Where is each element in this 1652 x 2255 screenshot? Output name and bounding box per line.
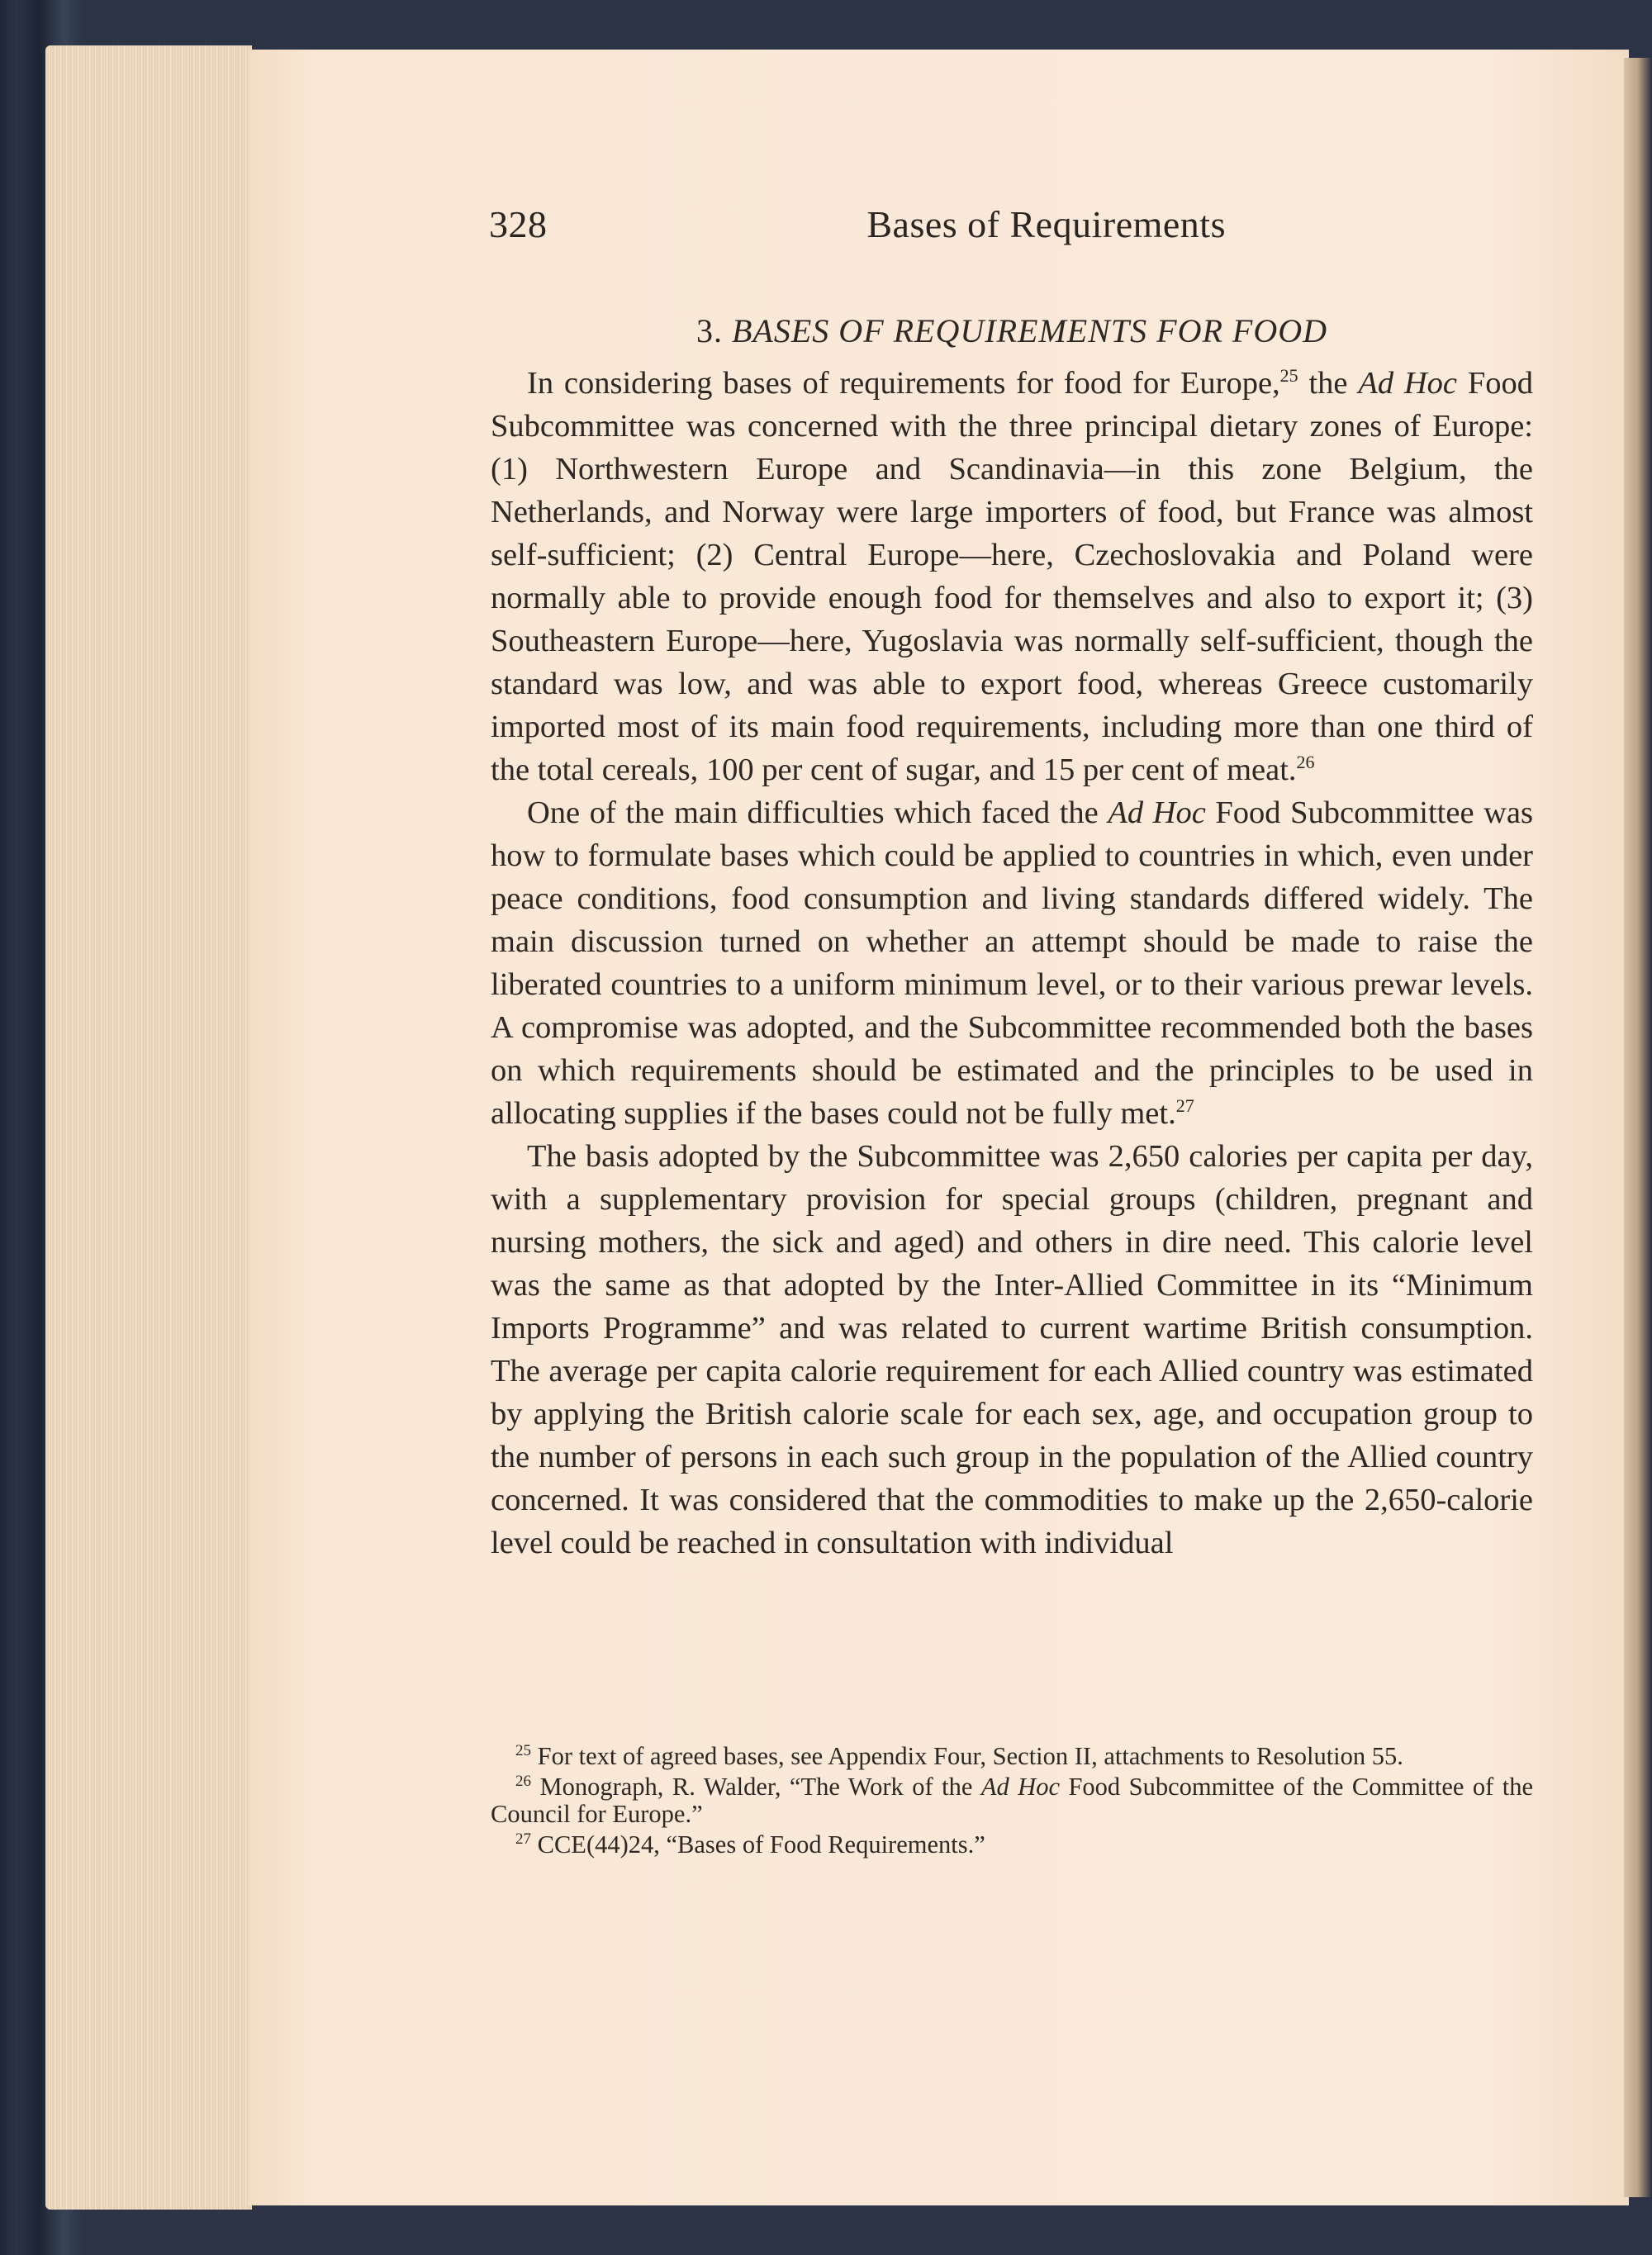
section-heading	[491, 307, 1533, 355]
italic-text: Ad Hoc	[1358, 366, 1458, 401]
page-header	[489, 202, 1226, 260]
section-title: BASES OF REQUIREMENTS FOR FOOD	[732, 312, 1327, 349]
footnote-marker: 26	[515, 1772, 531, 1790]
page-number: 328	[489, 203, 548, 245]
paragraph-1	[491, 362, 1533, 791]
footnote-27	[491, 1831, 1533, 1859]
footnote-25	[491, 1743, 1533, 1770]
footnote-marker: 25	[515, 1741, 531, 1759]
paragraph-text: The basis adopted by the Subcommittee was 2,650 calories per capita per day, with a supplementary provision for special groups (children, pregnant and nursing mothers, the sick and aged) and others in dire need. This calorie level was the same as that adopted by the Inter-Allied Committee in its “Minimum Imports Programme” and was related to current wartime British consumption. The average per capita calorie requirement for each Allied country was estimated by applying the British calorie scale for each sex, age, and occupation group to the number of persons in each such group in the population of the Allied country concerned. It was considered that the commodities to make up the 2,650-calorie level could be reached in consultation with individual	[491, 1139, 1533, 1560]
paragraph-text: Food Subcommittee was how to formulate bases which could be applied to countries in which, even under peace conditions, food consumption and living standards differed widely. The main discussion turned on whether an attempt should be made to raise the liberated countries to a uniform minimum level, or to their various prewar levels. A compromise was adopted, and the Subcommittee recommended both the bases on which requirements should be estimated and the principles to be used in allocating supplies if the bases could not be fully met.	[491, 795, 1533, 1131]
paragraph-2	[491, 791, 1533, 1135]
footnotes	[491, 1743, 1533, 1862]
paragraph-text: One of the main difficulties which faced the	[527, 795, 1108, 830]
footnote-ref: 26	[1296, 752, 1315, 773]
paragraph-text: the	[1298, 366, 1359, 401]
paragraph-text: In considering bases of requirements for food for Europe,	[527, 366, 1280, 401]
paragraph-3	[491, 1135, 1533, 1564]
footnote-text: Monograph, R. Walder, “The Work of the	[531, 1773, 981, 1801]
footnote-text: CCE(44)24, “Bases of Food Requirements.”	[531, 1830, 985, 1859]
body-text	[491, 307, 1533, 1564]
italic-text: Ad Hoc	[980, 1773, 1060, 1801]
page-edges	[45, 45, 252, 2210]
footnote-text: Food Subcommittee of the Committee of the Council for Europe.”	[491, 1773, 1533, 1828]
italic-text: Ad Hoc	[1108, 795, 1206, 830]
facing-page-edge	[1624, 58, 1652, 2197]
paragraph-text: Food Subcommittee was concerned with the three principal dietary zones of Europe: (1) Northwestern Europe and Scandinavia—in this zone Belgium, the Netherlands, and Norway were large importers of food, but France was almost self-sufficient; (2) Central Europe—here, Czechoslovakia and Poland were normally able to provide enough food for themselves and also to export it; (3) Southeastern Europe—here, Yugoslavia was normally self-sufficient, though the standard was low, and was able to export food, whereas Greece customarily imported most of its main food requirements, including more than one third of the total cereals, 100 per cent of sugar, and 15 per cent of meat.	[491, 366, 1533, 787]
footnote-text: For text of agreed bases, see Appendix Four, Section II, attachments to Resolution 55.	[531, 1742, 1403, 1770]
footnote-marker: 27	[515, 1830, 531, 1848]
section-number: 3.	[696, 312, 723, 349]
footnote-ref: 25	[1279, 365, 1298, 387]
footnote-26	[491, 1773, 1533, 1828]
running-head: Bases of Requirements	[866, 203, 1226, 245]
footnote-ref: 27	[1175, 1095, 1194, 1117]
